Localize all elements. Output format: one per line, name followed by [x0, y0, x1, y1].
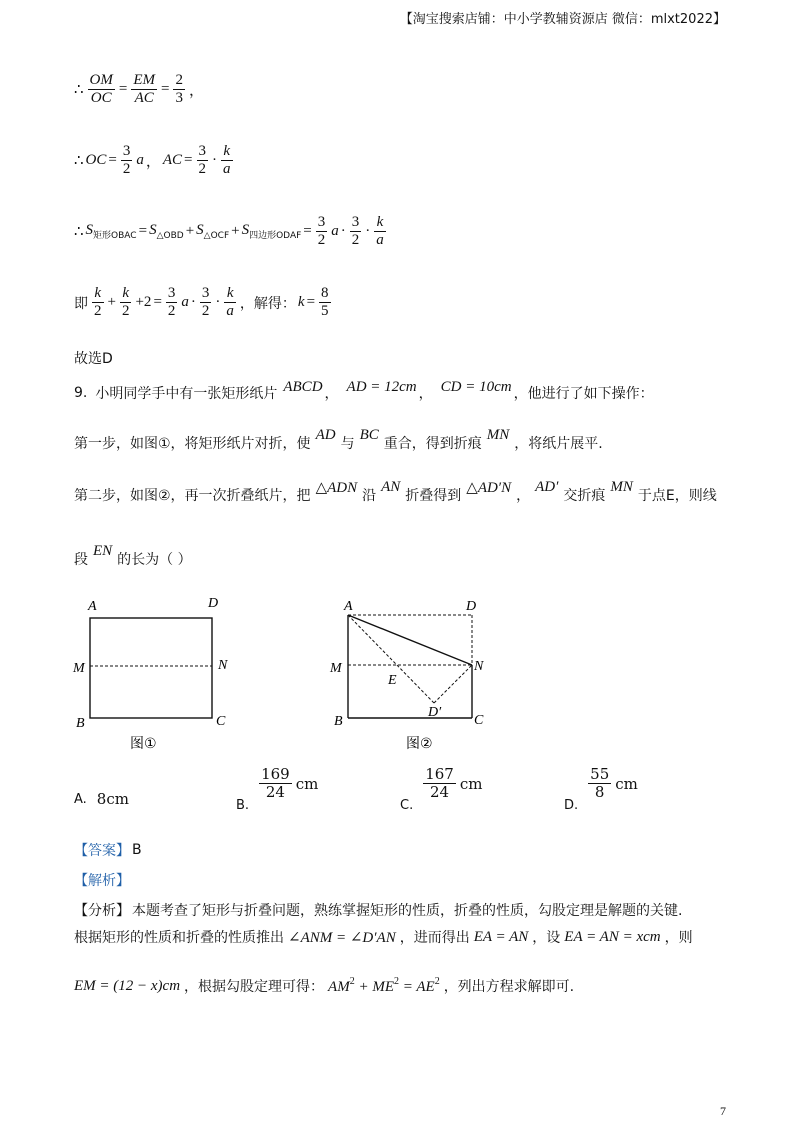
fig2-caption: 图②	[406, 736, 433, 752]
answer-line	[74, 840, 142, 860]
fig2-label-a: A	[344, 599, 353, 614]
fig1-label-b: B	[76, 716, 85, 731]
header-shop-text: 【淘宝搜索店铺：中小学教辅资源店 微信：mlxt2022】	[399, 12, 726, 27]
fraction-om-oc: $\frac{OM}{OC}$	[89, 72, 113, 107]
answer-tag: 【答案】	[74, 843, 130, 859]
math-line-2: ∴ OC = $\frac{3}{2}$ a ， AC = $\frac{3}{2}$ · $\frac{k}{a}$	[74, 143, 231, 178]
option-d: D. $\frac{55}{8}$ cm	[564, 765, 638, 814]
fig1-caption: 图①	[130, 736, 157, 752]
solution-line-2: 根据矩形的性质和折叠的性质推出 ∠ANM = ∠D′AN ，进而得出 EA = AN ，设 EA = AN = xcm ，则	[74, 928, 693, 946]
fig1-label-m: M	[73, 661, 85, 676]
page-number: 7	[720, 1104, 726, 1118]
fig2-label-n: N	[474, 659, 484, 674]
figure-2	[326, 590, 506, 760]
math-line-3: ∴ $S_{矩形OBAC}$ = $S_{\triangle OBD}$ + $S_{\triangle OCF}$ + $S_{四边形ODAF}$ = $\frac{3}{2}$ a · $\frac{3}{2}$ · $\frac{k}{a}$	[74, 214, 384, 249]
fig2-label-e: E	[388, 673, 397, 688]
analysis-tag: 【解析】	[74, 873, 130, 889]
fig2-label-dprime: D′	[428, 705, 442, 720]
fig1-label-d: D	[208, 596, 219, 611]
step-2-continuation: 段 EN 的长为（ ）	[74, 542, 192, 568]
step-1-text: 第一步，如图①，将矩形纸片对折，使 AD 与 BC 重合，得到折痕 MN ，将纸片展平.	[74, 426, 603, 452]
step-2-text: 第二步，如图②，再一次折叠纸片，把 △ADN 沿 AN 折叠得到 △AD′N ， AD′ 交折痕 MN 于点E，则线	[74, 478, 717, 504]
option-a: A. 8cm	[74, 790, 129, 808]
option-c: C. $\frac{167}{24}$ cm	[400, 765, 483, 814]
fraction-two-thirds: $\frac{2}{3}$	[175, 72, 183, 107]
math-line-4: 即 $\frac{k}{2}$ + $\frac{k}{2}$ +2 = $\frac{3}{2}$ a · $\frac{3}{2}$ · $\frac{k}{a}$ ，解得： k = $\frac{8}{5}$	[74, 285, 329, 320]
question-9-stem: 9. 小明同学手中有一张矩形纸片 ABCD ， AD = 12cm ， CD = 10cm ，他进行了如下操作：	[74, 378, 654, 402]
fig2-label-d: D	[466, 599, 477, 614]
solution-line-3: EM = (12 − x)cm ，根据勾股定理可得： $AM^2 + ME^2 = AE^2$ ，列出方程求解即可.	[74, 976, 575, 995]
fig1-label-n: N	[218, 658, 228, 673]
answer-value: B	[132, 842, 142, 858]
therefore-symbol: ∴	[74, 82, 84, 99]
fraction-em-ac: $\frac{EM}{AC}$	[133, 72, 156, 107]
fig2-label-c: C	[474, 713, 484, 728]
figure-1	[68, 590, 248, 760]
fenxi-line: 【分析】 本题考查了矩形与折叠问题，熟练掌握矩形的性质，折叠的性质，勾股定理是解题的关键.	[74, 903, 683, 919]
fig1-label-a: A	[88, 599, 97, 614]
choose-d-text: 故选D	[74, 351, 113, 367]
math-line-1: ∴ $\frac{OM}{OC}$ = $\frac{EM}{AC}$ = $\frac{2}{3}$ ，	[74, 72, 204, 107]
option-b: B. $\frac{169}{24}$ cm	[236, 765, 319, 814]
fig2-label-m: M	[330, 661, 342, 676]
fig1-label-c: C	[216, 714, 226, 729]
fig2-label-b: B	[334, 714, 343, 729]
